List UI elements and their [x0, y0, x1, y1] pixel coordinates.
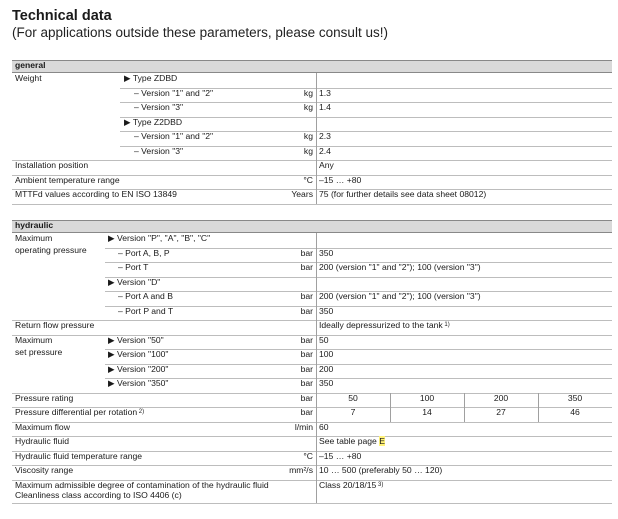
- row-divider: [120, 102, 612, 103]
- weight-row-value: 2.3: [319, 131, 331, 141]
- row-divider: [12, 320, 612, 321]
- pressure-rating-value: 100: [419, 392, 435, 403]
- max-set-row-label: ▶ Version "50": [108, 334, 164, 345]
- unit-label: bar: [300, 349, 313, 359]
- max-operating-row-label: – Port P and T: [118, 305, 174, 316]
- unit-label: °C: [303, 450, 313, 461]
- page-subtitle: (For applications outside these parameters, please consult us!): [12, 25, 388, 40]
- pressure-diff-value: 7: [350, 407, 356, 417]
- unit-label: bar: [300, 247, 313, 258]
- weight-row-value: 1.3: [319, 87, 331, 98]
- max-set-row-label: ▶ Version "350": [108, 378, 169, 388]
- column-divider: [316, 233, 317, 503]
- row-divider: [105, 364, 612, 365]
- footnote-ref: 3): [376, 481, 384, 488]
- max-set-label-1: Maximum: [15, 334, 53, 345]
- page-reference: E: [379, 436, 385, 446]
- section-header-hydraulic: [12, 220, 612, 233]
- weight-row-label: – Version "1" and "2": [134, 131, 214, 141]
- hydraulic-row-value: 60: [319, 421, 329, 432]
- weight-row-value: 2.4: [319, 145, 331, 156]
- pressure-diff-value: 46: [570, 407, 580, 417]
- weight-row-label: – Version "3": [134, 145, 184, 156]
- pressure-diff-value: 14: [422, 407, 432, 417]
- pressure-diff-value: 27: [496, 407, 506, 417]
- weight-row-label: ▶ Type ZDBD: [124, 73, 178, 83]
- unit-label: bar: [300, 407, 313, 417]
- max-operating-row-label: – Port A, B, P: [118, 247, 170, 258]
- weight-row-label: – Version "3": [134, 102, 184, 112]
- max-operating-row-value: 350: [319, 305, 334, 316]
- max-operating-row-label: – Port T: [118, 262, 149, 272]
- hydraulic-row-label: Viscosity range: [15, 465, 74, 475]
- unit-label: bar: [300, 305, 313, 316]
- max-set-row-value: 50: [319, 334, 329, 345]
- hydraulic-row-value: –15 … +80: [319, 450, 362, 461]
- weight-row-label: ▶ Type Z2DBD: [124, 116, 183, 127]
- max-set-label-2: set pressure: [15, 346, 63, 357]
- row-divider: [120, 146, 612, 147]
- hydraulic-row-label: Maximum flow: [15, 421, 70, 432]
- row-divider: [105, 349, 612, 350]
- unit-label: bar: [300, 378, 313, 388]
- unit-label: bar: [300, 392, 313, 403]
- weight-row-value: 1.4: [319, 102, 331, 112]
- max-operating-label-2: operating pressure: [15, 245, 87, 255]
- max-set-row-value: 200: [319, 363, 334, 374]
- contamination-label-1: Maximum admissible degree of contamination of the hydraulic fluid: [15, 479, 269, 490]
- return-flow-label: Return flow pressure: [15, 320, 95, 330]
- general-row-value: Any: [319, 160, 334, 170]
- section-header-general: [12, 60, 612, 73]
- row-divider: [105, 306, 612, 307]
- row-divider: [12, 160, 612, 161]
- section-title: hydraulic: [15, 220, 54, 230]
- unit-label: bar: [300, 262, 313, 272]
- pressure-rating-value: 200: [493, 392, 509, 403]
- unit-label: °C: [303, 174, 313, 185]
- unit-label: bar: [300, 291, 313, 301]
- max-operating-row-value: 350: [319, 247, 334, 258]
- max-operating-row-label: ▶ Version "P", "A", "B", "C": [108, 233, 211, 243]
- contamination-label-2: Cleanliness class according to ISO 4406 (c): [15, 489, 182, 500]
- return-flow-value: Ideally depressurized to the tank $^{1)}$: [319, 320, 450, 330]
- row-divider: [105, 277, 612, 278]
- unit-label: bar: [300, 363, 313, 374]
- pressure-diff-label: Pressure differential per rotation $^{2)}$: [15, 407, 145, 417]
- unit-label: kg: [303, 102, 313, 112]
- max-operating-label-1: Maximum: [15, 233, 53, 243]
- weight-label: Weight: [15, 73, 42, 83]
- general-row-label: Ambient temperature range: [15, 174, 120, 185]
- max-set-row-label: ▶ Version "200": [108, 363, 169, 374]
- unit-label: Years: [291, 189, 313, 199]
- contamination-value: Class 20/18/15 $^{3)}$: [319, 479, 384, 490]
- unit-label: bar: [300, 334, 313, 345]
- column-divider: [538, 393, 539, 422]
- max-set-row-label: ▶ Version "100": [108, 349, 169, 359]
- footnote-ref: 1): [442, 322, 450, 328]
- general-row-value: –15 … +80: [319, 174, 362, 185]
- hydraulic-row-value: 10 … 500 (preferably 50 … 120): [319, 465, 443, 475]
- row-divider: [120, 117, 612, 118]
- unit-label: kg: [303, 87, 313, 98]
- max-set-row-value: 350: [319, 378, 334, 388]
- max-operating-row-label: – Port A and B: [118, 291, 173, 301]
- pressure-rating-value: 350: [567, 392, 583, 403]
- row-divider: [12, 204, 612, 205]
- max-set-row-value: 100: [319, 349, 334, 359]
- row-divider: [12, 436, 612, 437]
- row-divider: [105, 248, 612, 249]
- general-row-label: Installation position: [15, 160, 89, 170]
- weight-row-label: – Version "1" and "2": [134, 87, 214, 98]
- general-row-label: MTTFd values according to EN ISO 13849: [15, 189, 177, 199]
- max-operating-row-value: 200 (version "1" and "2"); 100 (version "3"): [319, 262, 481, 272]
- general-row-value: 75 (for further details see data sheet 08012): [319, 189, 487, 199]
- unit-label: l/min: [294, 421, 313, 432]
- max-operating-row-label: ▶ Version "D": [108, 276, 161, 287]
- row-divider: [12, 503, 612, 504]
- hydraulic-row-value: See table page E: [319, 436, 385, 446]
- column-divider: [464, 393, 465, 422]
- section-title: general: [15, 60, 46, 70]
- unit-label: mm²/s: [289, 465, 313, 475]
- column-divider: [390, 393, 391, 422]
- pressure-rating-label: Pressure rating: [15, 392, 74, 403]
- row-divider: [105, 378, 612, 379]
- unit-label: kg: [303, 145, 313, 156]
- max-operating-row-value: 200 (version "1" and "2"); 100 (version "3"): [319, 291, 481, 301]
- pressure-rating-value: 50: [348, 392, 358, 403]
- column-divider: [316, 73, 317, 204]
- hydraulic-row-label: Hydraulic fluid: [15, 436, 69, 446]
- unit-label: kg: [303, 131, 313, 141]
- footnote-ref: 2): [137, 409, 145, 415]
- page-title: Technical data: [12, 8, 112, 24]
- hydraulic-row-label: Hydraulic fluid temperature range: [15, 450, 143, 461]
